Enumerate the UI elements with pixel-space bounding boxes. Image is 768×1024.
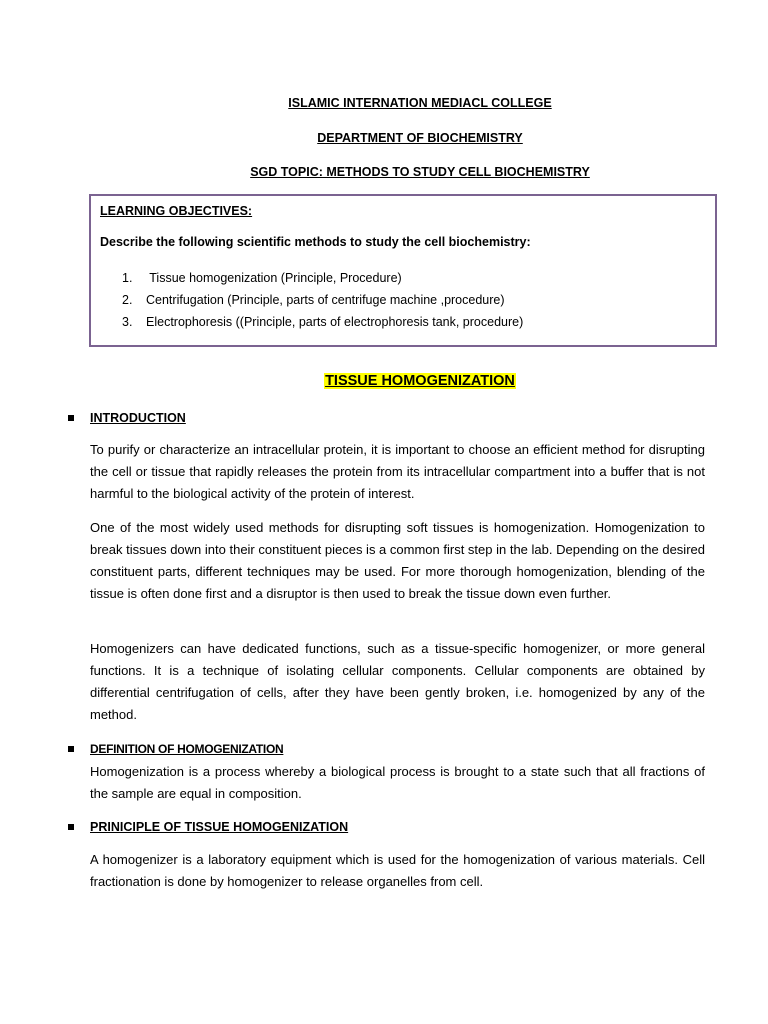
definition-heading: DEFINITION OF HOMOGENIZATION (90, 742, 284, 756)
objective-item (100, 289, 706, 311)
department-name: DEPARTMENT OF BIOCHEMISTRY (317, 131, 523, 145)
objective-number: 3. (122, 315, 133, 329)
objectives-intro: Describe the following scientific methods to study the cell biochemistry: (100, 235, 531, 249)
objective-text: Tissue homogenization (Principle, Procedure) (146, 271, 402, 285)
objective-text: Electrophoresis ((Principle, parts of electrophoresis tank, procedure) (146, 315, 524, 329)
square-bullet-icon (68, 415, 74, 421)
square-bullet-icon (68, 824, 74, 830)
definition-paragraph: Homogenization is a process whereby a biological process is brought to a state such that all fractions of the sample are equal in composition. (90, 764, 705, 801)
college-name: ISLAMIC INTERNATION MEDIACL COLLEGE (288, 96, 552, 110)
introduction-paragraph: One of the most widely used methods for disrupting soft tissues is homogenization. Homogenization to break tissues down into their constituent pieces is a common first step in the lab. Depending on the desired constituent parts, different techniques may be used. For more thorough homogenization, blending of the tissue is often done first and a disruptor is then used to break the tissue down even further. (90, 520, 705, 601)
principle-paragraph: A homogenizer is a laboratory equipment which is used for the homogenization of various materials. Cell fractionation is done by homogenizer to release organelles from cell. (90, 852, 705, 889)
square-bullet-icon (68, 746, 74, 752)
objective-number: 2. (122, 293, 133, 307)
objectives-list (100, 267, 706, 333)
learning-objectives-box (89, 194, 717, 347)
objective-text: Centrifugation (Principle, parts of centrifuge machine ,procedure) (146, 293, 505, 307)
topic-title: SGD TOPIC: METHODS TO STUDY CELL BIOCHEMISTRY (250, 165, 590, 179)
objectives-title: LEARNING OBJECTIVES: (100, 204, 253, 218)
objective-item (100, 267, 706, 289)
section-title (0, 372, 768, 390)
introduction-paragraph: Homogenizers can have dedicated functions, such as a tissue-specific homogenizer, or more general functions. It is a technique of isolating cellular components. Cellular components are obtained by differential centrifugation of cells, after they have been gently broken, i.e. homogenized by any of the method. (90, 641, 705, 722)
introduction-paragraph: To purify or characterize an intracellular protein, it is important to choose an efficient method for disrupting the cell or tissue that rapidly releases the protein from its intracellular compartment into a buffer that is not harmful to the biological activity of the protein of interest. (90, 442, 705, 501)
objective-number: 1. (122, 271, 133, 285)
introduction-heading: INTRODUCTION (90, 411, 186, 425)
section-title-text: TISSUE HOMOGENIZATION (325, 373, 515, 389)
principle-heading: PRINICIPLE OF TISSUE HOMOGENIZATION (90, 820, 349, 834)
objective-item (100, 311, 706, 333)
